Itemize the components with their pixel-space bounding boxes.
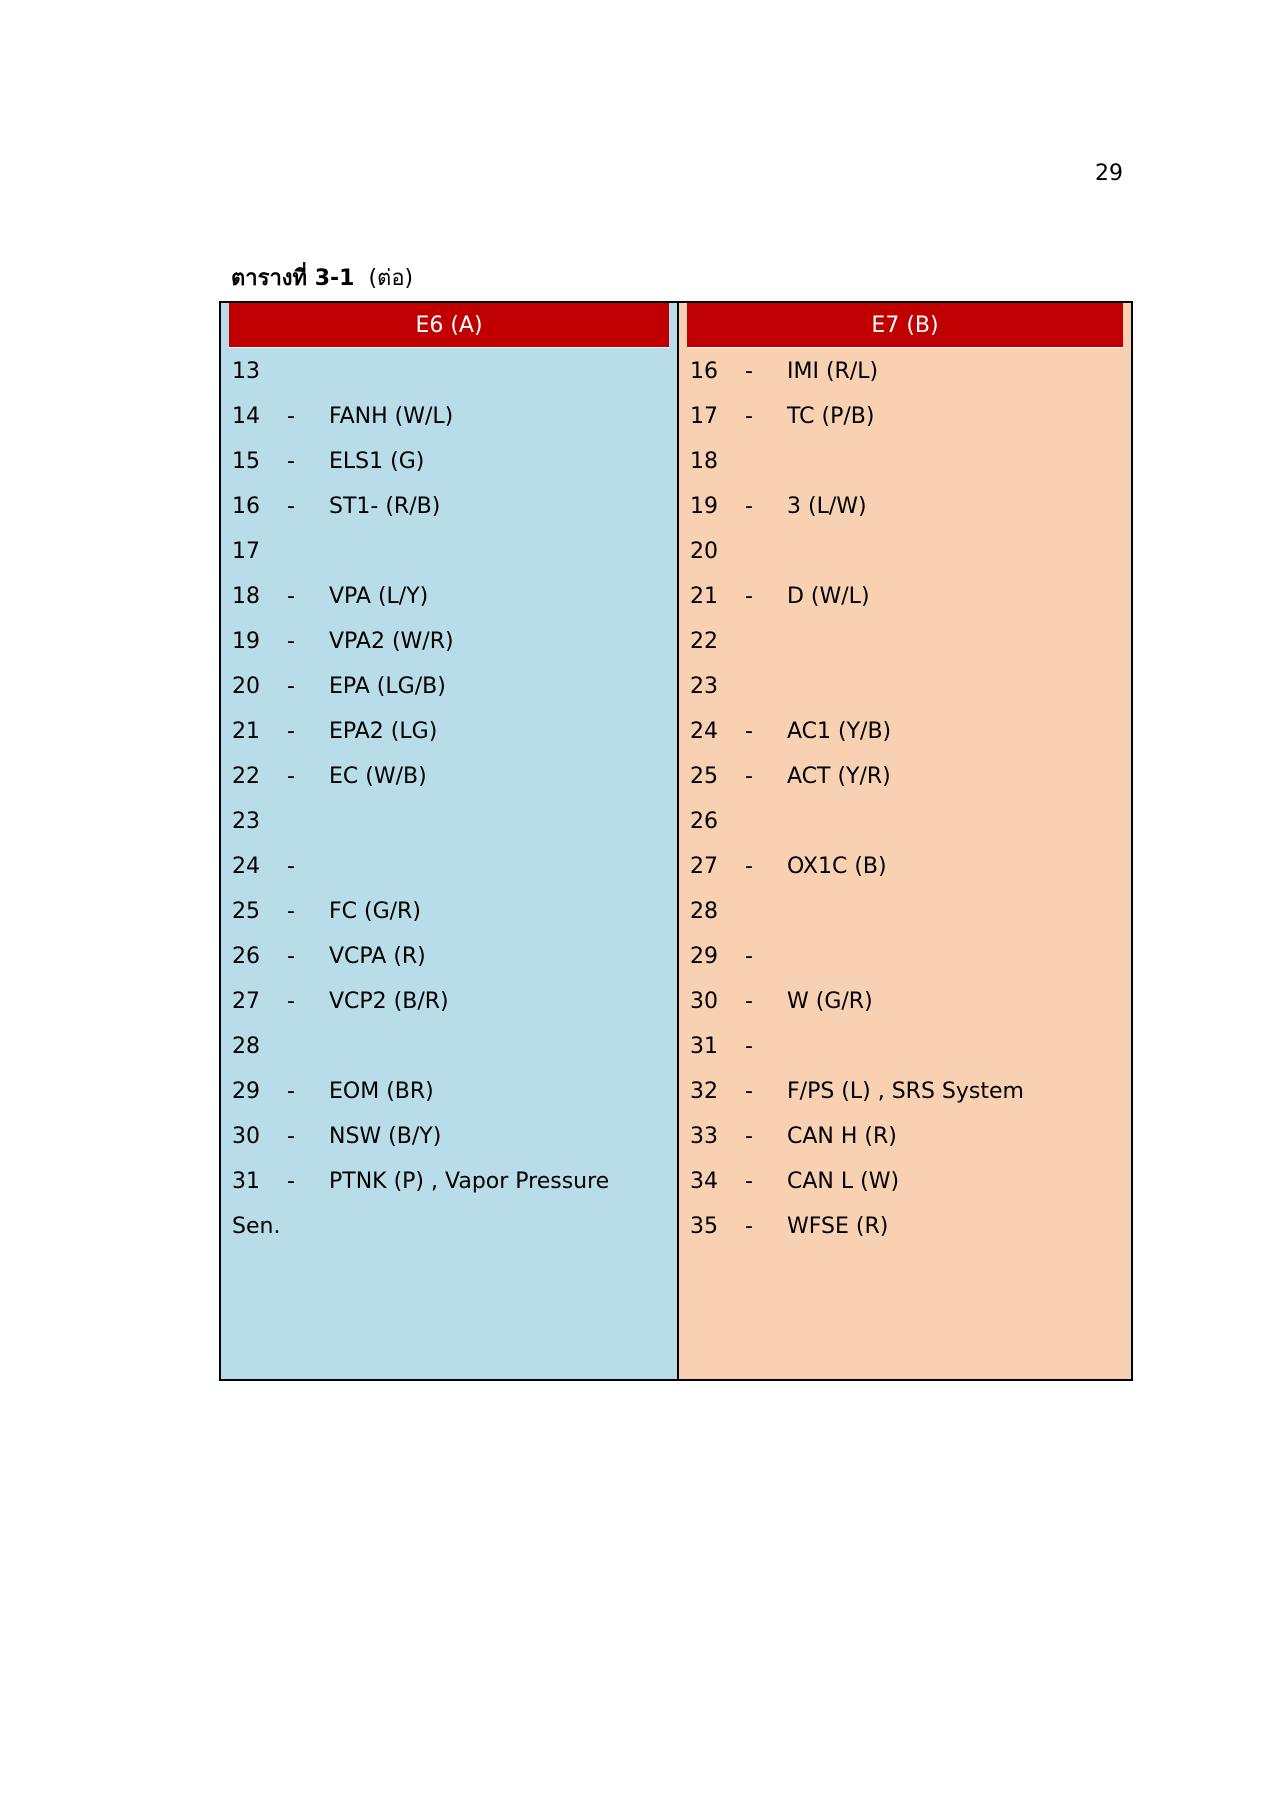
table-row — [679, 394, 1131, 439]
pin-number: 33 — [690, 1124, 718, 1149]
pin-number: 30 — [690, 989, 718, 1014]
pin-signal: VCPA (R) — [329, 944, 426, 969]
table-row — [679, 574, 1131, 619]
table-row — [679, 844, 1131, 889]
pin-signal: D (W/L) — [787, 584, 870, 609]
pin-dash: - — [287, 989, 295, 1014]
pin-number: 34 — [690, 1169, 718, 1194]
pin-dash: - — [287, 899, 295, 924]
table-row — [679, 1069, 1131, 1114]
pin-dash: - — [287, 764, 295, 789]
pin-table — [219, 301, 1133, 1381]
pin-signal: AC1 (Y/B) — [787, 719, 892, 744]
table-row — [679, 709, 1131, 754]
table-row — [221, 1069, 677, 1114]
pin-dash: - — [745, 1079, 753, 1104]
pin-dash: - — [287, 1124, 295, 1149]
pin-signal: NSW (B/Y) — [329, 1124, 442, 1149]
table-row — [221, 844, 677, 889]
table-caption — [231, 260, 413, 295]
pin-signal: WFSE (R) — [787, 1214, 889, 1239]
pin-dash: - — [745, 1034, 753, 1059]
pin-number: 24 — [232, 854, 260, 879]
table-row — [221, 1159, 677, 1204]
pin-signal: IMI (R/L) — [787, 359, 879, 384]
pin-signal: OX1C (B) — [787, 854, 887, 879]
pin-number: 15 — [232, 449, 260, 474]
table-row — [679, 934, 1131, 979]
pin-dash: - — [745, 1169, 753, 1194]
pin-number: 19 — [232, 629, 260, 654]
pin-number: 17 — [690, 404, 718, 429]
pin-signal: EPA (LG/B) — [329, 674, 446, 699]
pin-number: 21 — [690, 584, 718, 609]
pin-dash: - — [287, 494, 295, 519]
pin-dash: - — [745, 944, 753, 969]
pin-number: 27 — [232, 989, 260, 1014]
table-row — [679, 754, 1131, 799]
pin-number: 31 — [232, 1169, 260, 1194]
pin-number: 22 — [690, 629, 718, 654]
column-e6 — [221, 303, 679, 1379]
table-row — [679, 484, 1131, 529]
pin-signal: ELS1 (G) — [329, 449, 425, 474]
table-row — [221, 754, 677, 799]
pin-signal: TC (P/B) — [787, 404, 875, 429]
pin-dash: - — [745, 494, 753, 519]
pin-dash: - — [287, 854, 295, 879]
pin-signal: CAN L (W) — [787, 1169, 900, 1194]
table-row — [221, 709, 677, 754]
pin-dash: - — [745, 404, 753, 429]
table-row — [221, 394, 677, 439]
table-row — [679, 1024, 1131, 1069]
pin-number: 25 — [232, 899, 260, 924]
pin-signal: FANH (W/L) — [329, 404, 454, 429]
pin-number: 20 — [232, 674, 260, 699]
pin-number: 16 — [232, 494, 260, 519]
table-row — [221, 889, 677, 934]
pin-dash: - — [745, 989, 753, 1014]
table-row — [221, 664, 677, 709]
pin-dash: - — [745, 764, 753, 789]
pin-signal: VPA (L/Y) — [329, 584, 429, 609]
pin-number: 31 — [690, 1034, 718, 1059]
pin-dash: - — [745, 719, 753, 744]
caption-label: ตารางที่ 3-1 — [231, 266, 355, 291]
pin-signal: F/PS (L) , SRS System — [787, 1079, 1024, 1104]
page-number: 29 — [1095, 161, 1123, 186]
table-row — [221, 1114, 677, 1159]
table-row — [679, 529, 1131, 574]
pin-signal: EC (W/B) — [329, 764, 427, 789]
pin-dash: - — [745, 1214, 753, 1239]
pin-number: 25 — [690, 764, 718, 789]
table-row — [221, 979, 677, 1024]
pin-number: 18 — [690, 449, 718, 474]
table-row — [679, 1204, 1131, 1249]
pin-dash: - — [287, 404, 295, 429]
pin-dash: - — [287, 449, 295, 474]
column-e7 — [679, 303, 1131, 1379]
pin-signal: EPA2 (LG) — [329, 719, 438, 744]
pin-number: 24 — [690, 719, 718, 744]
pin-number: 29 — [690, 944, 718, 969]
pin-signal: CAN H (R) — [787, 1124, 897, 1149]
table-row — [221, 934, 677, 979]
table-row — [679, 349, 1131, 394]
pin-number: 26 — [690, 809, 718, 834]
caption-suffix: (ต่อ) — [368, 266, 414, 291]
table-row — [221, 619, 677, 664]
table-row — [679, 664, 1131, 709]
table-row — [679, 979, 1131, 1024]
table-row — [679, 889, 1131, 934]
pin-number: 20 — [690, 539, 718, 564]
column-rows — [679, 349, 1131, 1249]
pin-number: 28 — [232, 1034, 260, 1059]
table-row — [221, 484, 677, 529]
pin-signal: FC (G/R) — [329, 899, 421, 924]
pin-number: 19 — [690, 494, 718, 519]
pin-number: 21 — [232, 719, 260, 744]
pin-number: 22 — [232, 764, 260, 789]
pin-dash: - — [745, 584, 753, 609]
pin-dash: - — [287, 629, 295, 654]
pin-signal: W (G/R) — [787, 989, 873, 1014]
pin-number: 30 — [232, 1124, 260, 1149]
table-row — [221, 529, 677, 574]
column-rows — [221, 349, 677, 1249]
table-row — [221, 349, 677, 394]
pin-number: 26 — [232, 944, 260, 969]
pin-number: 27 — [690, 854, 718, 879]
pin-number: 17 — [232, 539, 260, 564]
table-row — [679, 619, 1131, 664]
pin-dash: - — [745, 1124, 753, 1149]
pin-number: 14 — [232, 404, 260, 429]
pin-signal: PTNK (P) , Vapor Pressure — [329, 1169, 610, 1194]
pin-dash: - — [287, 674, 295, 699]
pin-dash: - — [287, 584, 295, 609]
pin-signal: VPA2 (W/R) — [329, 629, 454, 654]
wrapped-text: Sen. — [232, 1214, 281, 1239]
table-row — [679, 439, 1131, 484]
pin-dash: - — [745, 854, 753, 879]
pin-signal: EOM (BR) — [329, 1079, 434, 1104]
table-row — [679, 1159, 1131, 1204]
pin-signal: ACT (Y/R) — [787, 764, 891, 789]
pin-dash: - — [287, 719, 295, 744]
pin-dash: - — [287, 1169, 295, 1194]
pin-signal: ST1- (R/B) — [329, 494, 441, 519]
pin-dash: - — [287, 944, 295, 969]
pin-number: 29 — [232, 1079, 260, 1104]
pin-dash: - — [287, 1079, 295, 1104]
pin-number: 23 — [232, 809, 260, 834]
pin-number: 18 — [232, 584, 260, 609]
table-row — [221, 439, 677, 484]
pin-number: 13 — [232, 359, 260, 384]
column-header: E6 (A) — [229, 303, 669, 348]
pin-number: 23 — [690, 674, 718, 699]
pin-number: 16 — [690, 359, 718, 384]
table-row — [679, 1114, 1131, 1159]
table-row — [679, 799, 1131, 844]
pin-number: 32 — [690, 1079, 718, 1104]
pin-number: 28 — [690, 899, 718, 924]
table-row — [221, 574, 677, 619]
pin-signal: VCP2 (B/R) — [329, 989, 449, 1014]
pin-dash: - — [745, 359, 753, 384]
table-row — [221, 799, 677, 844]
pin-number: 35 — [690, 1214, 718, 1239]
column-header: E7 (B) — [687, 303, 1123, 348]
table-row — [221, 1024, 677, 1069]
pin-signal: 3 (L/W) — [787, 494, 867, 519]
